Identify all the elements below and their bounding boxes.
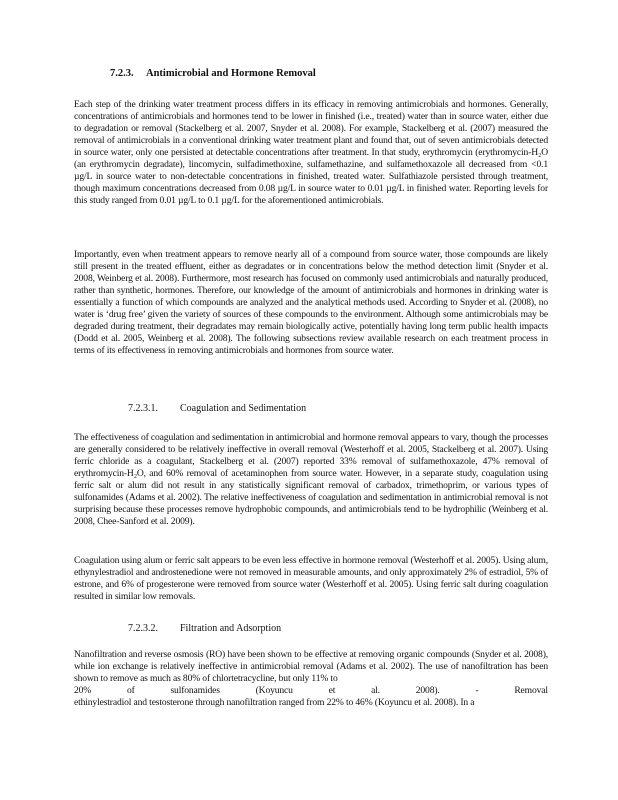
paragraph-4-text: Coagulation using alum or ferric salt appears to be even less effective in hormone removal (Westerhoff et al. 2005). Using alum, ethynylestradiol and androstenedione were not removed in measurable amounts, and only approximately 2% of estradiol, 5% of estrone, and 6% of progesterone were removed from source water (Westerhoff et al. 2005). Using ferric salt during coagulation resulted in similar low removals.	[74, 555, 548, 602]
word: 20%	[74, 685, 92, 696]
paragraph-3	[74, 432, 548, 528]
paragraph-1-text: Each step of the drinking water treatment process differs in its efficacy in removing antimicrobials and hormones. Generally, concentrations of antimicrobials and hormones tend to be lower in finished (i.e., treated) water than in source water, either due to degradation or removal (Stackelberg et al. 2007, Snyder et al. 2008). For example, Stackelberg et al. (2007) measured the removal of antimicrobials in a conventional drinking water treatment plant and found that, out of seven antimicrobials detected in source water, only one persisted at detectable concentrations after treatment. In that study, erythromycin (erythromycin-H₂O (an erythromycin degradate), lincomycin, sulfadimethoxine, sulfamethazine, and sulfamethoxazole all decreased from <0.1 µg/L in source water to non-detectable concentrations in finished, treated water. Sulfathiazole persisted through treatment, though maximum concentrations decreased from 0.08 µg/L in source water to 0.01 µg/L in finished water. Reporting levels for this study ranged from 0.01 µg/L to 0.1 µg/L for the aforementioned antimicrobials.	[74, 99, 548, 206]
section-number: 7.2.3.	[110, 68, 134, 79]
subsection-title: Filtration and Adsorption	[180, 623, 282, 634]
word: Removal	[514, 685, 548, 696]
paragraph-5	[74, 649, 548, 709]
word: sulfonamides	[170, 685, 220, 696]
word: -	[475, 685, 479, 696]
subsection-heading-coagulation	[128, 403, 306, 414]
subsection-heading-filtration	[128, 623, 281, 634]
paragraph-5-text: Nanofiltration and reverse osmosis (RO) have been shown to be effective at removing organic compounds (Snyder et al. 2008), while ion exchange is relatively ineffective in antimicrobial removal (Adams et al. 2002). The use of nanofiltration has been shown to remove as much as 80% of chlortetracycline, but only 11% to	[74, 649, 548, 684]
paragraph-5-sparse-line	[74, 685, 548, 697]
paragraph-5-end: ethinylestradiol and testosterone through nanofiltration ranged from 22% to 46% (Koyuncu et al. 2008). In a	[74, 697, 475, 708]
paragraph-1	[74, 99, 548, 207]
paragraph-2-text: Importantly, even when treatment appears to remove nearly all of a compound from source water, those compounds are likely still present in the treated effluent, either as degradates or in concentrations below the method detection limit (Snyder et al. 2008, Weinberg et al. 2008). Furthermore, most research has focused on commonly used antimicrobials and naturally produced, rather than synthetic, hormones. Therefore, our knowledge of the amount of antimicrobials and hormones in drinking water is essentially a function of which compounds are analyzed and the analytical methods used. According to Snyder et al. (2008), no water is ‘drug free’ given the variety of sources of these compounds to the environment. Although some antimicrobials may be degraded during treatment, their degradates may remain biologically active, potentially having long term public health impacts (Dodd et al. 2005, Weinberg et al. 2008). The following subsections review available research on each treatment process in terms of its effectiveness in removing antimicrobials and hormones from source water.	[74, 249, 548, 356]
word: of	[126, 685, 135, 696]
word: al.	[371, 685, 380, 696]
word: (Koyuncu	[255, 685, 293, 696]
word: 2008).	[415, 685, 440, 696]
section-title: Antimicrobial and Hormone Removal	[146, 68, 316, 79]
paragraph-2	[74, 249, 548, 357]
paragraph-4	[74, 555, 548, 603]
subsection-title: Coagulation and Sedimentation	[180, 403, 307, 414]
subsection-number: 7.2.3.1.	[128, 403, 158, 414]
subsection-number: 7.2.3.2.	[128, 623, 158, 634]
section-heading	[110, 68, 316, 79]
paragraph-3-text: The effectiveness of coagulation and sedimentation in antimicrobial and hormone removal appears to vary, though the processes are generally considered to be relatively ineffective in overall removal (Westerhoff et al. 2005, Stackelberg et al. 2007). Using ferric chloride as a coagulant, Stackelberg et al. (2007) reported 33% removal of sulfamethoxazole, 47% removal of erythromycin-H₂O, and 60% removal of acetaminophen from source water. However, in a separate study, coagulation using ferric salt or alum did not result in any statistically significant removal of carbadox, trimethoprim, or various types of sulfonamides (Adams et al. 2002). The relative ineffectiveness of coagulation and sedimentation in antimicrobial removal is not surprising because these processes remove hydrophobic compounds, and antimicrobials tend to be hydrophilic (Weinberg et al. 2008, Chee-Sanford et al. 2009).	[74, 432, 548, 527]
word: et	[328, 685, 336, 696]
